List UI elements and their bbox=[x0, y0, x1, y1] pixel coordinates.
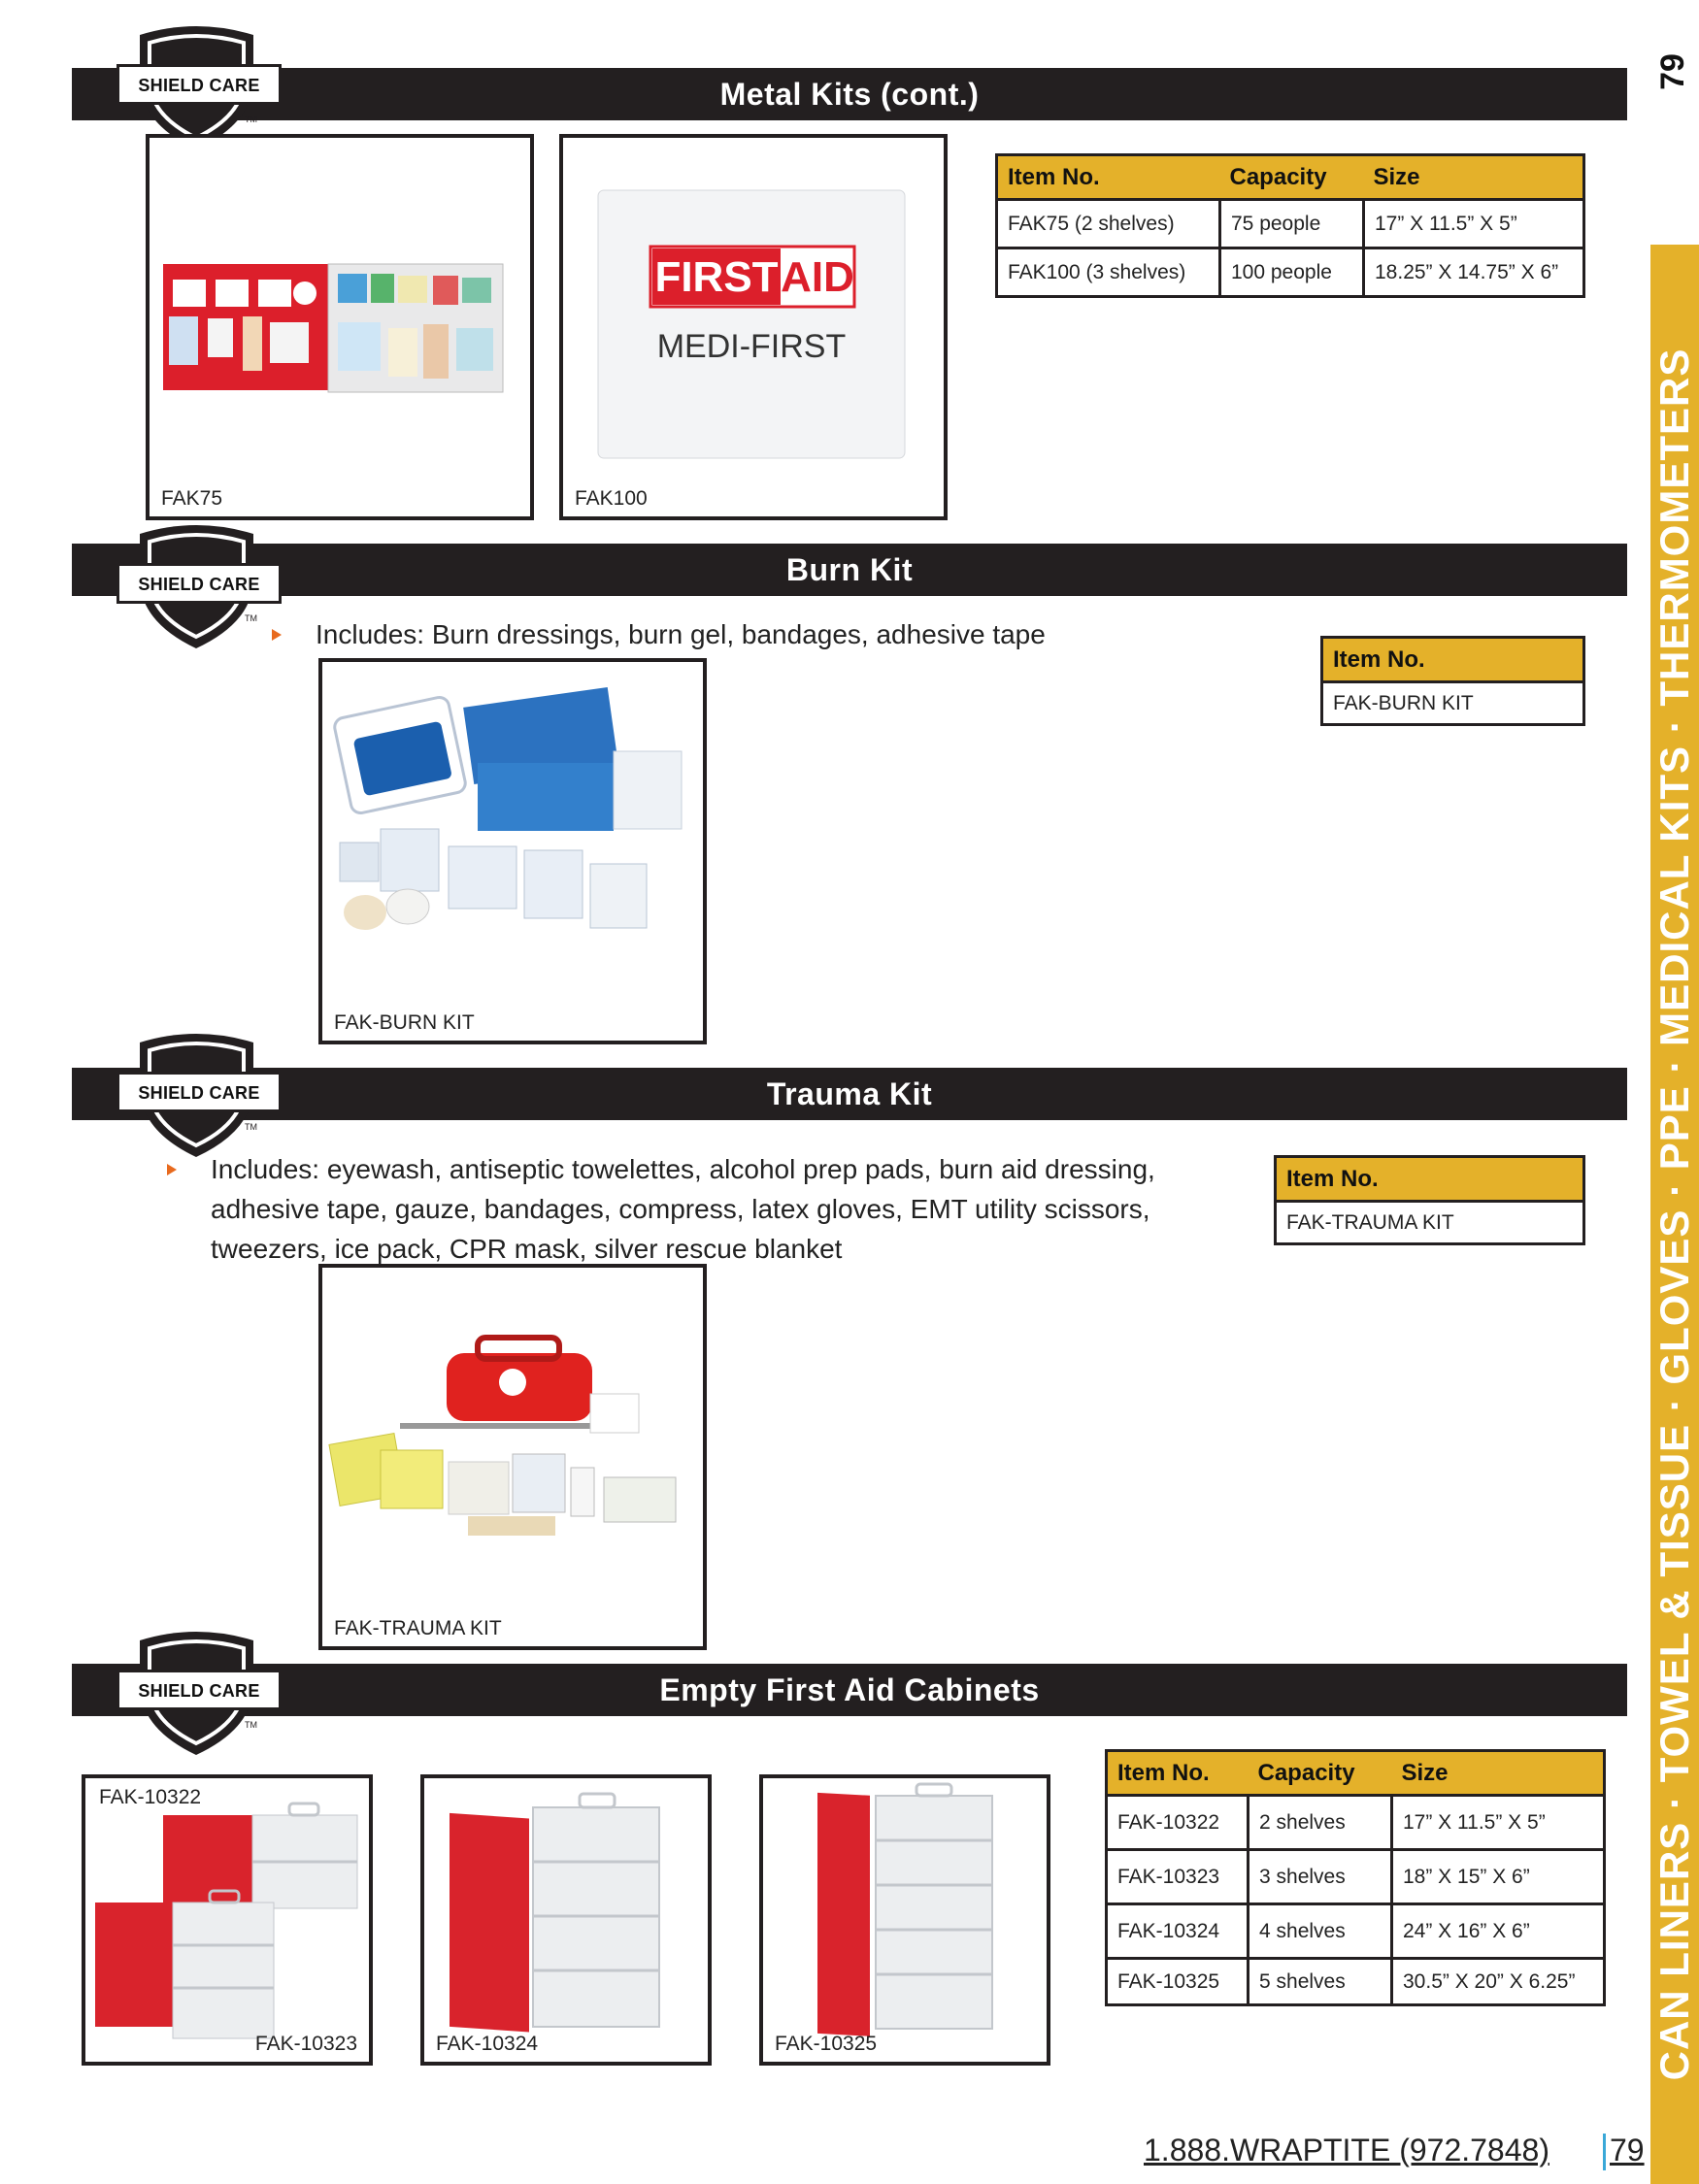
trauma-kit-image bbox=[322, 1268, 703, 1646]
includes-line-1: Includes: eyewash, antiseptic towelettes, alcohol prep pads, burn aid dressing, bbox=[211, 1154, 1155, 1184]
cabinet-5-shelf-image bbox=[763, 1778, 1047, 2062]
section-bar-empty-cabinets bbox=[72, 1664, 1627, 1716]
trauma-kit-spec-table bbox=[1274, 1155, 1585, 1245]
section-title: Empty First Aid Cabinets bbox=[659, 1672, 1040, 1707]
cell: 17” X 11.5” X 5” bbox=[1392, 1796, 1605, 1850]
photo-caption: FAK-TRAUMA KIT bbox=[334, 1617, 502, 1639]
cell: 2 shelves bbox=[1249, 1796, 1392, 1850]
category-side-strip bbox=[1650, 245, 1699, 2184]
photo-caption: FAK100 bbox=[575, 487, 648, 510]
photo-fak-10322-10323 bbox=[82, 1774, 373, 2066]
cell: 18.25” X 14.75” X 6” bbox=[1364, 248, 1584, 297]
footer-separator bbox=[1603, 2134, 1606, 2170]
photo-fak-10325 bbox=[759, 1774, 1050, 2066]
category-nav-text: CAN LINERS · TOWEL & TISSUE · GLOVES · PPE · MEDICAL KITS · THERMOMETERS bbox=[1651, 347, 1697, 2081]
table-row bbox=[1107, 1959, 1605, 2005]
medi-first-brand: MEDI-FIRST bbox=[656, 328, 847, 365]
photo-caption: FAK-10325 bbox=[775, 2033, 878, 2055]
photo-caption: FAK-10324 bbox=[436, 2033, 539, 2055]
cell: 4 shelves bbox=[1249, 1904, 1392, 1959]
photo-caption: FAK75 bbox=[161, 487, 223, 510]
section-title: Burn Kit bbox=[785, 552, 914, 587]
includes-line-3: tweezers, ice pack, CPR mask, silver rescue blanket bbox=[211, 1234, 843, 1264]
empty-cabinets-spec-table bbox=[1105, 1749, 1606, 2006]
cell: FAK-10323 bbox=[1107, 1850, 1249, 1904]
page-number-top: 79 bbox=[1654, 53, 1691, 90]
footer-phone-number[interactable]: 1.888.WRAPTITE (972.7848) bbox=[1144, 2133, 1549, 2167]
trademark: TM bbox=[245, 613, 257, 623]
col-header-capacity: Capacity bbox=[1249, 1751, 1392, 1796]
burn-kit-image bbox=[322, 662, 703, 1041]
table-row bbox=[1107, 1850, 1605, 1904]
table-row bbox=[1276, 1202, 1584, 1244]
cell: 100 people bbox=[1220, 248, 1364, 297]
cell: FAK-10322 bbox=[1107, 1796, 1249, 1850]
cell: 3 shelves bbox=[1249, 1850, 1392, 1904]
cabinet-4-shelf-image bbox=[424, 1778, 708, 2062]
cell: 17” X 11.5” X 5” bbox=[1364, 200, 1584, 248]
shield-care-logo bbox=[136, 1629, 296, 1765]
photo-caption-top: FAK-10322 bbox=[99, 1786, 202, 1808]
photo-burn-kit bbox=[318, 658, 707, 1044]
photo-caption: FAK-BURN KIT bbox=[334, 1011, 475, 1034]
includes-line-2: adhesive tape, gauze, bandages, compress, latex gloves, EMT utility scissors, bbox=[211, 1194, 1150, 1224]
col-header-size: Size bbox=[1392, 1751, 1605, 1796]
shield-label: SHIELD CARE bbox=[117, 1670, 282, 1710]
photo-caption-bottom: FAK-10323 bbox=[254, 2033, 357, 2055]
table-row bbox=[1107, 1796, 1605, 1850]
bullet-arrow-icon bbox=[272, 629, 282, 641]
col-header-capacity: Capacity bbox=[1220, 155, 1364, 200]
section-bar-trauma-kit bbox=[72, 1068, 1627, 1120]
cell: 30.5” X 20” X 6.25” bbox=[1392, 1959, 1605, 2005]
cabinets-small-image bbox=[85, 1778, 369, 2062]
photo-fak75 bbox=[146, 134, 534, 520]
cell: 24” X 16” X 6” bbox=[1392, 1904, 1605, 1959]
cell: 75 people bbox=[1220, 200, 1364, 248]
table-row bbox=[1322, 682, 1584, 725]
burn-kit-includes: Includes: Burn dressings, burn gel, bandages, adhesive tape bbox=[316, 619, 1046, 649]
trademark: TM bbox=[245, 115, 257, 124]
trademark: TM bbox=[245, 1122, 257, 1132]
photo-fak100 bbox=[559, 134, 948, 520]
cell: 18” X 15” X 6” bbox=[1392, 1850, 1605, 1904]
shield-label: SHIELD CARE bbox=[117, 563, 282, 604]
fak100-image bbox=[563, 138, 944, 516]
shield-label: SHIELD CARE bbox=[117, 1072, 282, 1112]
col-header-item: Item No. bbox=[997, 155, 1220, 200]
cell: FAK75 (2 shelves) bbox=[997, 200, 1220, 248]
section-bar-burn-kit bbox=[72, 544, 1627, 596]
col-header-size: Size bbox=[1364, 155, 1584, 200]
cell: FAK-10324 bbox=[1107, 1904, 1249, 1959]
shield-label: SHIELD CARE bbox=[117, 64, 282, 105]
first-aid-lid-text: FIRST bbox=[654, 253, 779, 301]
cell: FAK-BURN KIT bbox=[1322, 682, 1584, 725]
col-header-item: Item No. bbox=[1107, 1751, 1249, 1796]
bullet-arrow-icon bbox=[167, 1164, 177, 1175]
trademark: TM bbox=[245, 1720, 257, 1730]
cell: FAK100 (3 shelves) bbox=[997, 248, 1220, 297]
trauma-kit-includes bbox=[211, 1149, 1269, 1269]
burn-kit-spec-table bbox=[1320, 636, 1585, 726]
table-row bbox=[1107, 1904, 1605, 1959]
cell: FAK-10325 bbox=[1107, 1959, 1249, 2005]
shield-care-logo bbox=[136, 1031, 296, 1167]
section-title: Trauma Kit bbox=[766, 1076, 933, 1111]
section-bar-metal-kits bbox=[72, 68, 1627, 120]
col-header-item: Item No. bbox=[1276, 1157, 1584, 1202]
photo-trauma-kit bbox=[318, 1264, 707, 1650]
photo-fak-10324 bbox=[420, 1774, 712, 2066]
cell: 5 shelves bbox=[1249, 1959, 1392, 2005]
cell: FAK-TRAUMA KIT bbox=[1276, 1202, 1584, 1244]
fak75-image bbox=[150, 138, 530, 516]
section-title: Metal Kits (cont.) bbox=[719, 77, 980, 112]
col-header-item: Item No. bbox=[1322, 638, 1584, 682]
first-aid-lid-text-2: AID bbox=[781, 253, 854, 301]
page-number-bottom: 79 bbox=[1610, 2133, 1645, 2167]
metal-kits-spec-table bbox=[995, 153, 1585, 298]
table-row bbox=[997, 248, 1584, 297]
table-row bbox=[997, 200, 1584, 248]
